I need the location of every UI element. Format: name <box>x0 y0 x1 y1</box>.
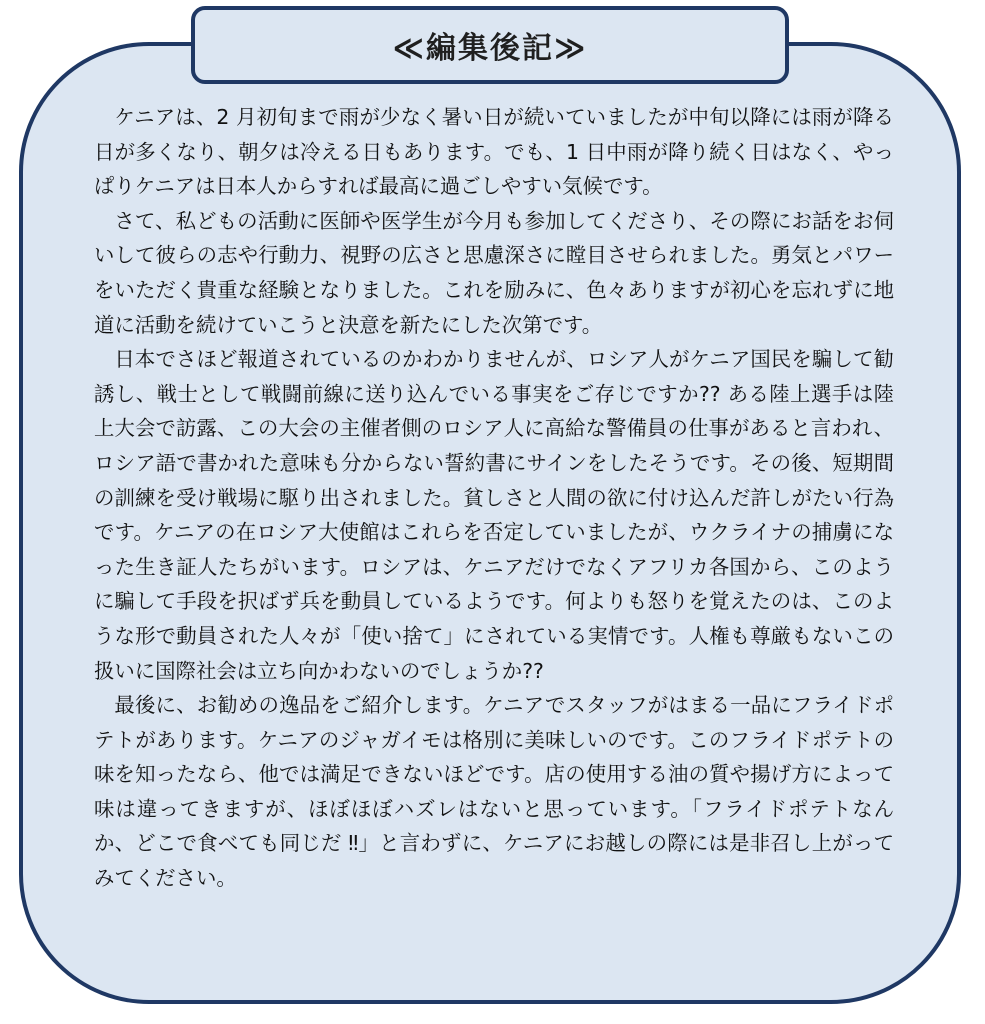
page-title: ≪編集後記≫ <box>392 31 588 66</box>
editorial-body <box>94 100 894 896</box>
paragraph-french-fries: 最後に、お勧めの逸品をご紹介します。ケニアでスタッフがはまる一品にフライドポテトがあります。ケニアのジャガイモは格別に美味しいのです。このフライドポテトの味を知ったなら、他では満足できないほどです。店の使用する油の質や揚げ方によって味は違ってきますが、ほぼほぼハズレはないと思っています。「フライドポテトなんか、どこで食べても同じだ ‼」と言わずに、ケニアにお越しの際には是非召し上がってみてください。 <box>94 693 894 891</box>
paragraph-russia-recruitment: 日本でさほど報道されているのかわかりませんが、ロシア人がケニア国民を騙して勧誘し、戦士として戦闘前線に送り込んでいる事実をご存じですか?? ある陸上選手は陸上大会で訪露、この大会の主催者側のロシア人に高給な警備員の仕事があると言われ、ロシア語で書かれた意味も分からない誓約書にサインをしたそうです。その後、短期間の訓練を受け戦場に駆り出されました。貧しさと人間の欲に付け込んだ許しがたい行為です。ケニアの在ロシア大使館はこれらを否定していましたが、ウクライナの捕虜になった生き証人たちがいます。ロシアは、ケニアだけでなくアフリカ各国から、このように騙して手段を択ばず兵を動員しているようです。何よりも怒りを覚えたのは、このような形で動員された人々が「使い捨て」にされている実情です。人権も尊厳もないこの扱いに国際社会は立ち向かわないのでしょうか?? <box>94 347 894 683</box>
title-box <box>191 6 789 84</box>
paragraph-activities: さて、私どもの活動に医師や医学生が今月も参加してくださり、その際にお話をお伺いして彼らの志や行動力、視野の広さと思慮深さに瞠目させられました。勇気とパワーをいただく貴重な経験となりました。これを励みに、色々ありますが初心を忘れずに地道に活動を続けていこうと決意を新たにした次第です。 <box>94 208 894 337</box>
paragraph-weather: ケニアは、2 月初旬まで雨が少なく暑い日が続いていましたが中旬以降には雨が降る日が多くなり、朝夕は冷える日もあります。でも、1 日中雨が降り続く日はなく、やっぱりケニアは日本人からすれば最高に過ごしやすい気候です。 <box>94 105 894 199</box>
